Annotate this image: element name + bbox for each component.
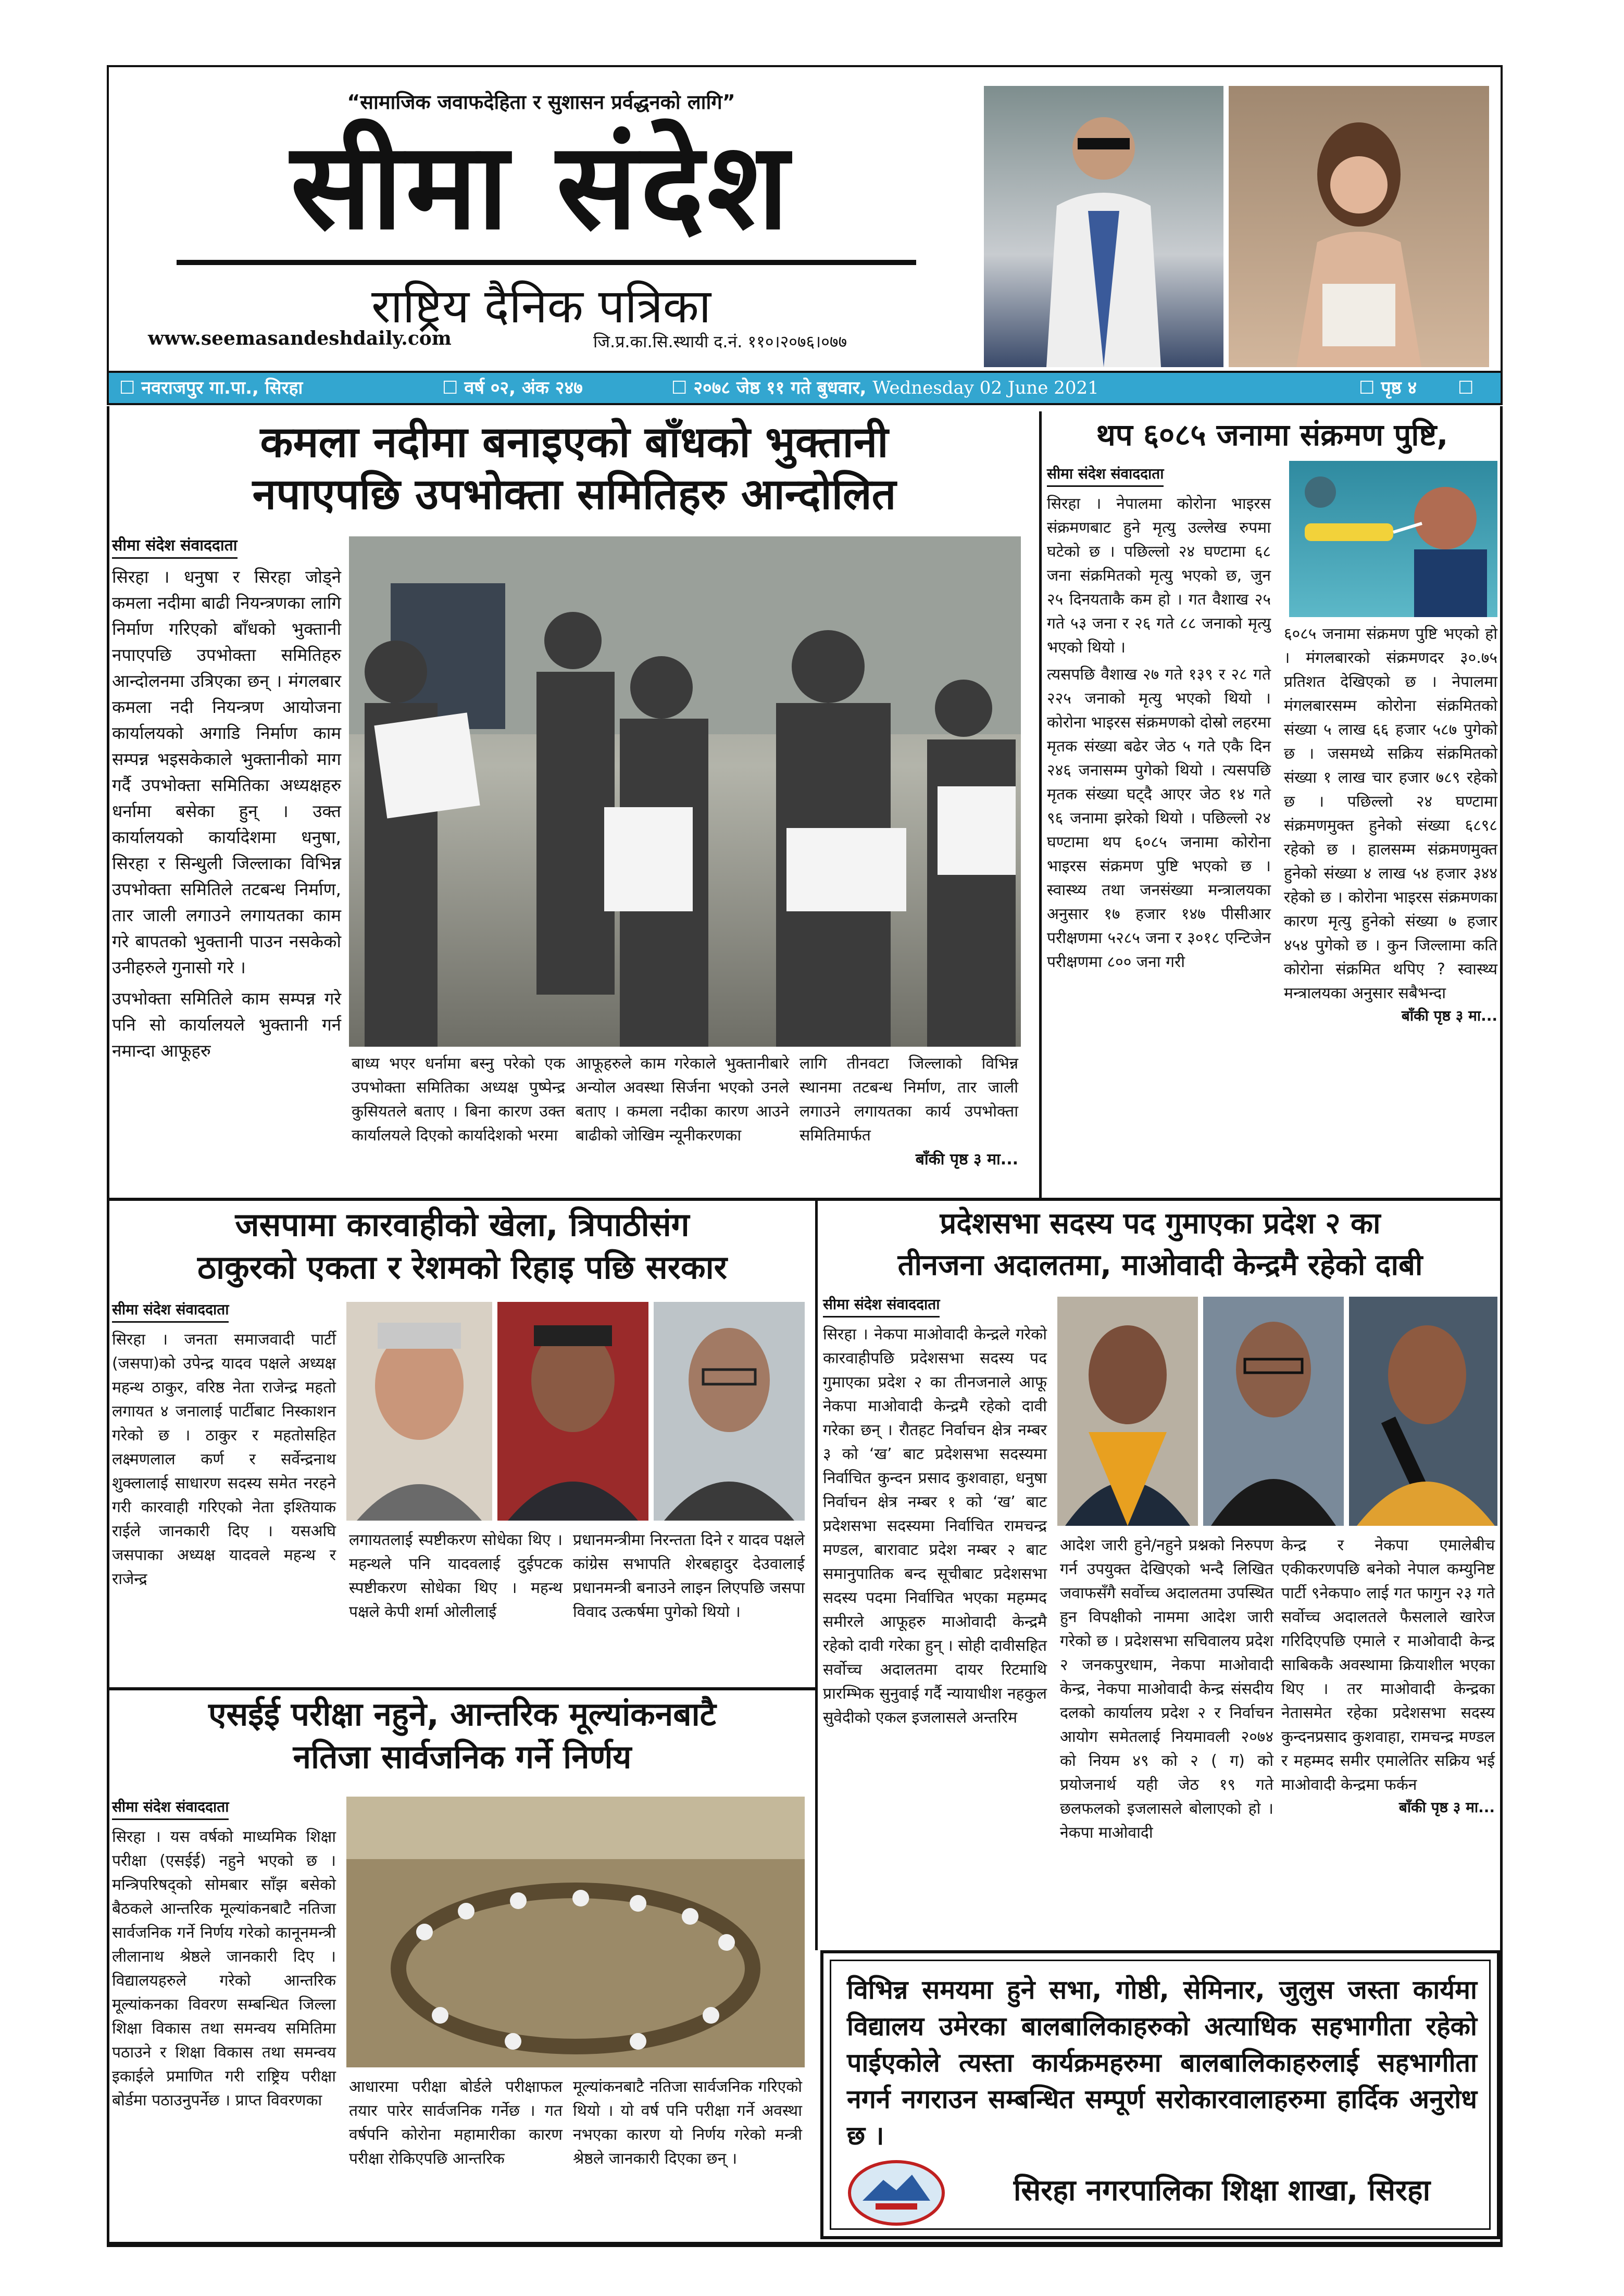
masthead-underline — [177, 260, 916, 265]
story3-photo-leader1 — [346, 1302, 492, 1521]
info-price-box: ☐ मूल्य रु. ५ — [1458, 378, 1491, 459]
masthead-title: सीमा संदेश — [290, 117, 792, 256]
story2-continued-link[interactable]: बाँकी पृष्ठ ३ मा... — [1401, 1007, 1497, 1024]
story3-col1-text: सिरहा । जनता समाजवादी पार्टी (जसपा)को उपेन्द्र यादव पक्षले अध्यक्ष महन्थ ठाकुर, वरिष्ठ नेता राजेन्द्र महतो लगायत ४ जनालाई पार्टीबाट निस्काशन गरेको छ । ठाकुर र महतोसहित लक्ष्मणलाल कर्ण र सर्वेन्द्रनाथ शुक्लालाई साधारण सदस्य समेत नरहने गरी कारवाही गरिएको नेता इश्तियाक राईले जानकारी दिए । यसअघि जसपाका अध्यक्ष यादवले महन्थ र राजेन्द्र — [112, 1331, 336, 1588]
story4-col3-text: केन्द्र र नेकपा एमालेबीच एकीकरणपछि बनेको नेपाल कम्युनिष्ट पार्टी ९नेकपा० लाई गत फागुन २३ गते सर्वोच्च अदालतले फैसलाले खारेज गरिदिएपछि एमाले र माओवादी केन्द्र साबिककै अवस्थामा क्रियाशील भएका थिए । तर माओवादी केन्द्रका नेतासमेत रहेका प्रदेशसभा सदस्य कुन्दनप्रसाद कुशवाहा, रामचन्द्र मण्डल र महम्मद समीर एमालेतिर सक्रिय भई माओवादी केन्द्रमा फर्कन — [1281, 1536, 1495, 1794]
story2-col1-text: सिरहा । नेपालमा कोरोना भाइरस संक्रमणबाट हुने मृत्यु उल्लेख रुपमा घटेको छ । पछिल्लो २४ घण्टामा ६८ जना संक्रमितको मृत्यु भएको छ, जुन २५ दिनयताकै कम हो । गत वैशाख २५ गते ५३ जना र २६ गते ८८ जनाको मृत्यु भएको थियो । — [1047, 495, 1271, 657]
story2-photo-swab — [1289, 461, 1497, 617]
story1-headline-l2: नपाएपछि उपभोक्ता समितिहरु आन्दोलित — [252, 470, 896, 519]
story4-col1-text: सिरहा । नेकपा माओवादी केन्द्रले गरेको कारवाहीपछि प्रदेशसभा सदस्य पद गुमाएका प्रदेश २ का तीनजनाले आफू नेकपा माओवादी केन्द्रमै रहेको दावी गरेका छन् । रौतहट निर्वाचन क्षेत्र नम्बर ३ को ‘ख’ बाट प्रदेशसभा सदस्यमा निर्वाचित कुन्दन प्रसाद कुशवाहा, धनुषा निर्वाचन क्षेत्र नम्बर १ को ‘ख’ बाट प्रदेशसभा सदस्यमा निर्वाचित रामचन्द्र मण्डल, बारावाट प्रदेश नम्बर २ बाट समानुपातिक बन्द सूचीबाट प्रदेशसभा सदस्य पदमा निर्वाचित भएका महम्मद समीरले आफूहरु माओवादी केन्द्रमै रहेको दावी गरेका हुन् । सोही दावीसहित सर्वोच्च अदालतमा दायर रिटमाथि प्रारम्भिक सुनुवाई गर्दै न्यायाधीश नहकुल सुवेदीको एकल इजलासले अन्तरिम — [823, 1325, 1047, 1727]
frame-right — [1500, 406, 1503, 2244]
story3-headline-l1: जसपामा कारवाहीको खेला, त्रिपाठीसंग — [235, 1206, 690, 1244]
story4-photo-member2 — [1203, 1297, 1344, 1526]
story-covid — [1047, 411, 1497, 1198]
woman-figure-icon — [1229, 86, 1489, 367]
masthead — [107, 65, 1503, 378]
story-jaspa — [112, 1203, 813, 1687]
story4-headline-l2: तीनजना अदालतमा, माओवादी केन्द्रमै रहेको दाबी — [897, 1248, 1423, 1282]
story4-col2-text: आदेश जारी हुने/नहुने प्रश्नको निरुपण गर्न उपयुक्त देखिएको भन्दै लिखित जवाफसँगै सर्वोच्च अदालतमा उपस्थित हुन विपक्षीको नाममा आदेश जारी गरेको छ । प्रदेशसभा सचिवालय प्रदेश २ जनकपुरधाम, नेकपा माओवादी केन्द्र, नेकपा माओवादी केन्द्र संसदीय दलको कार्यालय प्रदेश २ र निर्वाचन आयोग समेतलाई नियमावली २०७४ को नियम ४९ को २ ( ग) को प्रयोजनार्थ यही जेठ १९ गते छलफलको इजलासले बोलाएको हो । नेकपा माओवादी — [1060, 1536, 1273, 1842]
story1-col3-text: आफूहरुले काम गरेकाले भुक्तानीबारे अन्योल अवस्था सिर्जना भएको उनले बताए । कमला नदीका कारण आउने बाढीको जोखिम न्यूनीकरणका — [576, 1055, 789, 1145]
story3-photo-leader2 — [497, 1302, 648, 1521]
story4-headline-l1: प्रदेशसभा सदस्य पद गुमाएका प्रदेश २ का — [940, 1207, 1381, 1240]
story2-col1 — [1047, 463, 1271, 974]
story3-headline-l2: ठाकुरको एकता र रेशमको रिहाइ पछि सरकार — [197, 1248, 728, 1286]
cabinet-meeting-icon — [346, 1797, 805, 2067]
info-date-np: २०७८ जेष्ठ ११ गते बुधवार, — [693, 378, 867, 398]
member-portrait-icon — [1203, 1297, 1344, 1526]
story2-col2 — [1284, 622, 1497, 1025]
story1-col2-text: बाध्य भएर धर्नामा बस्नु परेको एक उपभोक्ता समितिका अध्यक्ष पुष्पेन्द्र कुसियतले बताए । बिना कारण उक्त कार्यालयले दिएको कार्यादेशको भरमा — [352, 1055, 565, 1145]
story5-headline-l1: एसईई परीक्षा नहुने, आन्तरिक मूल्यांकनबाटै — [208, 1695, 716, 1733]
info-pages-box: ☐ पृष्ठ ४ — [1359, 378, 1417, 398]
story5-col1 — [112, 1797, 336, 2113]
story1-col4-text: लागि तीनवटा जिल्लाको विभिन्न स्थानमा तटबन्ध निर्माण, तार जाली लगाउने लगायतका कार्य उपभोक्ता समितिमार्फत — [799, 1055, 1018, 1145]
frame-bottom — [107, 2242, 1503, 2247]
story2-byline: सीमा संदेश संवाददाता — [1047, 463, 1164, 487]
story4-photo-member1 — [1057, 1297, 1198, 1526]
man-figure-icon — [984, 86, 1223, 367]
story-maoist — [823, 1203, 1497, 1942]
story1-col1 — [112, 534, 341, 1064]
info-pages: पृष्ठ ४ — [1381, 378, 1417, 398]
leader-portrait-icon — [497, 1302, 648, 1521]
story5-col2-text: आधारमा परीक्षा बोर्डले परीक्षाफल तयार पारेर सार्वजनिक गर्नेछ । गत वर्षपनि कोरोना महामारीका कारण परीक्षा रोकिएपछि आन्तरिक — [349, 2078, 563, 2168]
leader-portrait-icon — [346, 1302, 492, 1521]
story2-headline: थप ६०८५ जनामा संक्रमण पुष्टि, — [1096, 417, 1448, 453]
masthead-photo-woman — [1229, 86, 1489, 367]
notice-box — [820, 1950, 1500, 2239]
member-portrait-icon — [1057, 1297, 1198, 1526]
divider-story3-story5 — [107, 1687, 815, 1690]
story2-col1b-text: त्यसपछि वैशाख २७ गते १३९ र २८ गते २२५ जनाको मृत्यु भएको थियो । कोरोना भाइरस संक्रमणको दोस्रो लहरमा मृतक संख्या बढेर जेठ ५ गते एकै दिन २४६ जनासम्म पुगेको थियो । त्यसपछि मृतक संख्या घट्दै आएर जेठ १४ गते ९६ जनामा झरेको थियो । पछिल्लो २४ घण्टामा थप ६०८५ जनामा कोरोना भाइरस संक्रमण पुष्टि भएको छ । स्वास्थ्य तथा जनसंख्या मन्त्रालयका अनुसार १७ हजार १४७ पीसीआर परीक्षणमा ५२८५ जना र ३०१८ एन्टिजेन परीक्षणमा ८०० जना गरी — [1047, 666, 1271, 971]
swab-test-icon — [1289, 461, 1497, 617]
story4-continued-link[interactable]: बाँकी पृष्ठ ३ मा... — [1398, 1799, 1495, 1816]
story-kamala — [112, 411, 1036, 1198]
divider-top — [1039, 411, 1042, 1198]
story1-continued-link[interactable]: बाँकी पृष्ठ ३ मा... — [915, 1150, 1018, 1169]
story4-col3 — [1281, 1534, 1495, 1817]
story1-col1b-text: उपभोक्ता समितिले काम सम्पन्न गरे पनि सो कार्यालयले भुक्तानी गर्न नमान्दा आफूहरु — [112, 988, 341, 1061]
leader-portrait-icon — [654, 1302, 805, 1521]
story3-photo-leader3 — [654, 1302, 805, 1521]
info-date-box: ☐ २०७८ जेष्ठ ११ गते बुधवार, Wednesday 02 June 2021 — [671, 378, 1099, 398]
notice-emblem-icon — [847, 2159, 946, 2227]
story5-photo-cabinet — [346, 1797, 805, 2067]
info-issue: वर्ष ०२, अंक २४७ — [464, 378, 583, 398]
protesters-icon — [349, 536, 1021, 1047]
story5-col3-text: मूल्यांकनबाटै नतिजा सार्वजनिक गरिएको थियो । यो वर्ष पनि परीक्षा गर्ने अवस्था नभएका कारण यो निर्णय गरेको मन्त्री श्रेष्ठले जानकारी दिएका छन् । — [573, 2078, 802, 2168]
masthead-registration: जि.प्र.का.सि.स्थायी द.नं. ११०।२०७६।०७७ — [593, 332, 847, 352]
story3-col2-text: लगायतलाई स्पष्टीकरण सोधेका थिए । महन्थले पनि यादवलाई दुईपटक स्पष्टीकरण सोधेका थिए । महन्थ पक्षले केपी शर्मा ओलीलाई — [349, 1531, 563, 1621]
masthead-website[interactable]: www.seemasandeshdaily.com — [148, 328, 452, 349]
info-location-box: ☐ नवराजपुर गा.पा., सिरहा — [119, 378, 303, 398]
story5-byline: सीमा संदेश संवाददाता — [112, 1797, 229, 1820]
notice-inner — [830, 1960, 1491, 2230]
story4-byline: सीमा संदेश संवाददाता — [823, 1294, 940, 1318]
story5-headline-l2: नतिजा सार्वजनिक गर्ने निर्णय — [293, 1738, 632, 1776]
notice-signature: सिरहा नगरपालिका शिक्षा शाखा, सिरहा — [1013, 2174, 1431, 2207]
notice-body: विभिन्न समयमा हुने सभा, गोष्ठी, सेमिनार, जुलुस जस्ता कार्यमा विद्यालय उमेरका बालबालिकाहरुको अत्याधिक सहभागीता रहेको पाईएकोले त्यस्ता कार्यक्रमहरुमा बालबालिकाहरुलाई सहभागीता नगर्न नगराउन सम्बन्धित सम्पूर्ण सरोकारवालाहरुमा हार्दिक अनुरोध छ । — [847, 1975, 1477, 2151]
story1-photo-protest — [349, 536, 1021, 1047]
story3-byline: सीमा संदेश संवाददाता — [112, 1299, 229, 1323]
info-date-en: Wednesday 02 June 2021 — [872, 378, 1099, 398]
story3-col3-text: प्रधानमन्त्रीमा निरन्तता दिने र यादव पक्षले कांग्रेस सभापति शेरबहादुर देउवालाई प्रधानमन्त्री बनाउने लाइन लिएपछि जसपा विवाद उत्कर्षमा पुगेको थियो । — [573, 1531, 805, 1621]
masthead-subtitle: राष्ट्रिय दैनिक पत्रिका — [371, 279, 711, 334]
info-price: मूल्य रु. ५ — [1458, 408, 1491, 459]
story4-col1 — [823, 1294, 1047, 1730]
info-issue-box: ☐ वर्ष ०२, अंक २४७ — [442, 378, 583, 398]
member-portrait-icon — [1349, 1297, 1497, 1526]
frame-left — [107, 406, 109, 2244]
story-see — [112, 1692, 813, 2239]
story4-photo-member3 — [1349, 1297, 1497, 1526]
story2-col2-text: ६०८५ जनामा संक्रमण पुष्टि भएको हो । मंगलबारको संक्रमणदर ३०.७५ प्रतिशत देखिएको छ । नेपालमा मंगलबारसम्म कोरोना संक्रमितको संख्या ५ लाख ६६ हजार ५८७ पुगेको छ । जसमध्ये सक्रिय संक्रमितको संख्या १ लाख चार हजार ७८९ रहेको छ । पछिल्लो २४ घण्टामा संक्रमणमुक्त हुनेको संख्या ६८९८ रहेको छ । हालसम्म संक्रमणमुक्त हुनेको संख्या ४ लाख ५४ हजार ३४४ रहेको छ । कोरोना भाइरस संक्रमणका कारण मृत्यु हुनेको संख्या ७ हजार ४५४ पुगेको छ । कुन जिल्लामा कति कोरोना संक्रमित थपिए ? स्वास्थ्य मन्त्रालयका अनुसार सबैभन्दा — [1284, 625, 1497, 1002]
story3-col1 — [112, 1299, 336, 1591]
story1-byline: सीमा संदेश संवाददाता — [112, 534, 238, 559]
divider-lower — [815, 1200, 818, 1950]
masthead-photo-man — [984, 86, 1223, 367]
masthead-tagline: “सामाजिक जवाफदेहिता र सुशासन प्रर्वद्धनको लागि” — [347, 91, 735, 114]
divider-mid — [107, 1198, 1503, 1201]
story1-col1-text: सिरहा । धनुषा र सिरहा जोड्ने कमला नदीमा बाढी नियन्त्रणका लागि निर्माण गरिएको बाँधको भुक्तानी नपाएपछि उपभोक्ता समितिहरु आन्दोलनमा उत्रिएका छन् । मंगलबार कमला नदी नियन्त्रण आयोजना कार्यालयको अगाडि निर्माण काम सम्पन्न भइसकेकाले भुक्तानीको माग गर्दै उपभोक्ता समितिका अध्यक्षहरु धर्नामा बसेका हुन् । उक्त कार्यालयको कार्यादेशमा धनुषा, सिरहा र सिन्धुली जिल्लाका विभिन्न उपभोक्ता समितिले तटबन्ध निर्माण, तार जाली लगाउने लगायतका काम गरे बापतको भुक्तानी पाउन नसकेको उनीहरुले गुनासो गरे । — [112, 567, 341, 977]
story1-headline-l1: कमला नदीमा बनाइएको बाँधको भुक्तानी — [260, 418, 889, 467]
info-location: नवराजपुर गा.पा., सिरहा — [141, 378, 303, 398]
municipal-emblem-icon — [847, 2159, 946, 2227]
story5-col1-text: सिरहा । यस वर्षको माध्यमिक शिक्षा परीक्षा (एसईई) नहुने भएको छ । मन्त्रिपरिषद्को सोमबार साँझ बसेको बैठकले आन्तरिक मूल्यांकनबाटै नतिजा सार्वजनिक गर्ने निर्णय गरेको कानूनमन्त्री लीलानाथ श्रेष्ठले जानकारी दिए । विद्यालयहरुले गरेको आन्तरिक मूल्यांकनका विवरण सम्बन्धित जिल्ला शिक्षा विकास तथा समन्वय समितिमा पठाउने र शिक्षा विकास तथा समन्वय इकाईले प्रमाणित गरी राष्ट्रिय परीक्षा बोर्डमा पठाउनुपर्नेछ । प्राप्त विवरणका — [112, 1828, 336, 2110]
story1-col4 — [799, 1052, 1018, 1169]
